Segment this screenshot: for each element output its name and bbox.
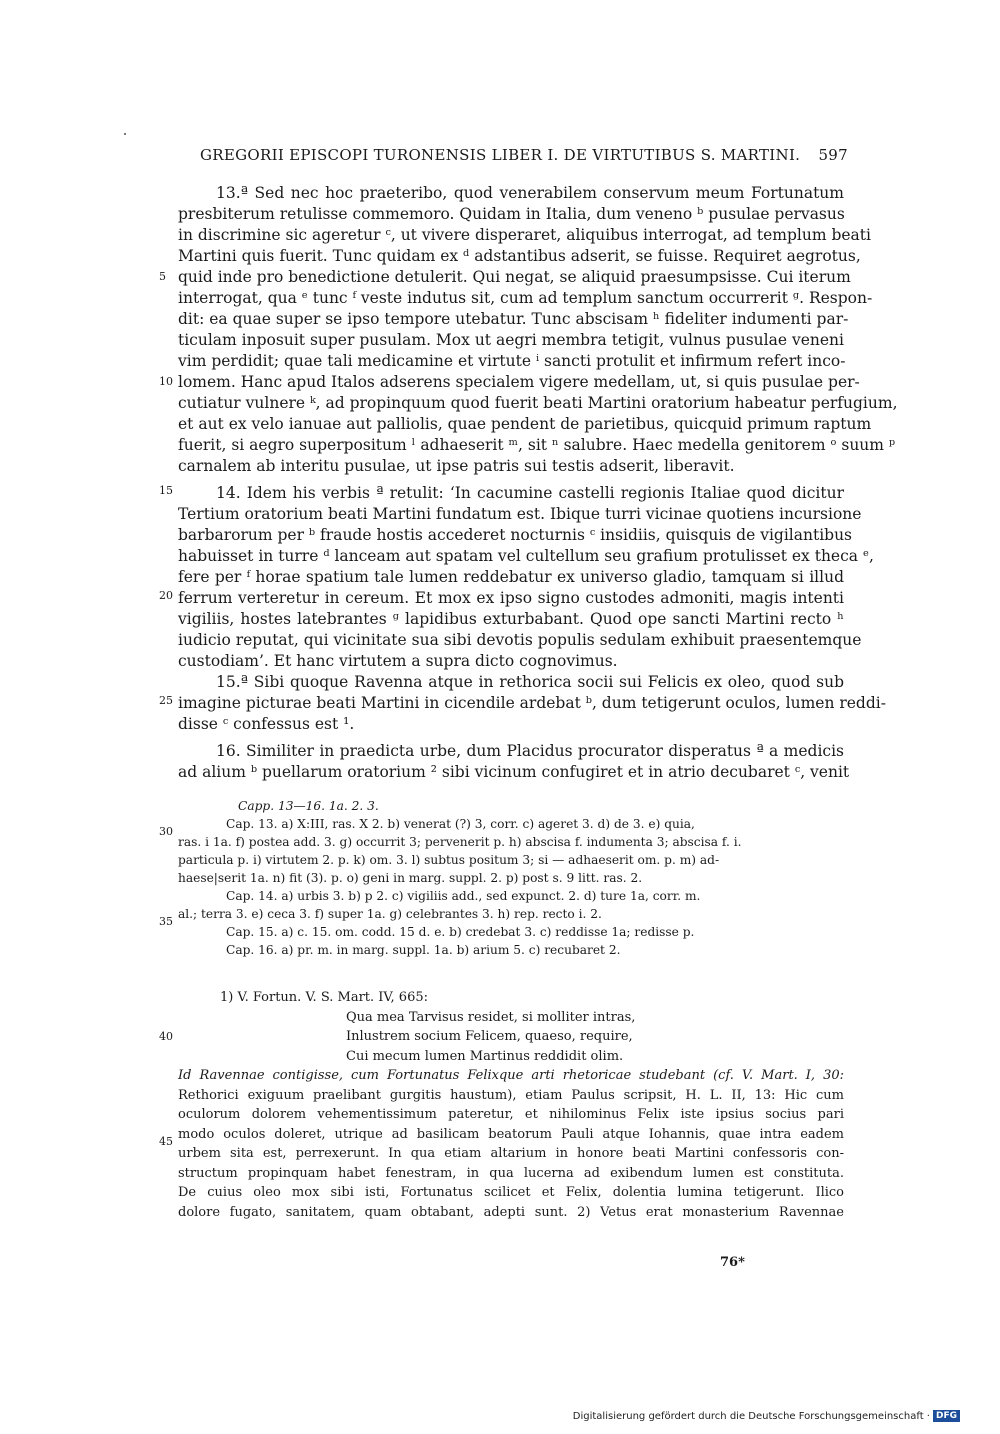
text-line: Martini quis fuerit. Tunc quidam ex ᵈ adstantibus adserit, se fuisse. Requiret aegrotus,: [178, 247, 861, 265]
text-line: 16. Similiter in praedicta urbe, dum Placidus procurator disperatus ª a medicis: [216, 742, 844, 760]
text-line: vigiliis, hostes latebrantes ᵍ lapidibus exturbabant. Quod ope sancti Martini recto ʰ: [178, 610, 844, 628]
text-line: lomem. Hanc apud Italos adserens specialem vigere medellam, ut, si quis pusulae per-: [178, 373, 860, 391]
line-number: 35: [159, 915, 173, 928]
text-line: ferrum verteretur in cereum. Et mox ex ipso signo custodes admoniti, magis intenti: [178, 589, 844, 607]
apparatus-line: al.; terra 3. e) ceca 3. f) super 1a. g) celebrantes 3. h) rep. recto i. 2.: [178, 907, 602, 921]
apparatus-line: ras. i 1a. f) postea add. 3. g) occurrit 3; pervenerit p. h) abscisa f. indumenta 3; abscisa f. i.: [178, 835, 742, 849]
text-line: cutiatur vulnere ᵏ, ad propinquum quod fuerit beati Martini oratorium habeatur perfugium,: [178, 394, 898, 412]
apparatus-line: Cap. 13. a) X:III, ras. X 2. b) venerat (?) 3, corr. c) ageret 3. d) de 3. e) quia,: [226, 817, 695, 831]
signature-mark: 76*: [720, 1255, 745, 1270]
text-line: disse ᶜ confessus est ¹.: [178, 715, 355, 733]
line-number: 30: [159, 825, 173, 838]
footnote-line: modo oculos doleret, utrique ad basilicam beatorum Pauli atque Iohannis, quae intra eadem: [178, 1126, 844, 1142]
main-text-ch16: [178, 741, 850, 783]
main-text-ch15: [178, 672, 886, 735]
verse-line: Inlustrem socium Felicem, quaeso, require,: [346, 1029, 633, 1044]
text-line: ticulam inposuit super pusulam. Mox ut aegri membra tetigit, vulnus pusulae veneni: [178, 331, 844, 349]
footnotes: [178, 988, 844, 1222]
text-line: barbarorum per ᵇ fraude hostis accederet nocturnis ᶜ insidiis, quisquis de vigilantibus: [178, 526, 853, 544]
page-number: 597: [818, 146, 848, 164]
text-line: quid inde pro benedictione detulerit. Qui negat, se aliquid praesumpsisse. Cui iterum: [178, 268, 851, 286]
scan-mark: [124, 133, 126, 135]
digitization-footer: [573, 1410, 960, 1422]
text-line: imagine picturae beati Martini in cicendile ardebat ᵇ, dum tetigerunt oculos, lumen reddi-: [178, 694, 886, 712]
text-line: fere per ᶠ horae spatium tale lumen reddebatur ex universo gladio, tamquam si illud: [178, 568, 844, 586]
line-number: 25: [159, 694, 173, 707]
text-line: dit: ea quae super se ipso tempore utebatur. Tunc abscisam ʰ fideliter indumenti par-: [178, 310, 849, 328]
apparatus-line: particula p. i) virtutem 2. p. k) om. 3. l) subtus positum 3; si — adhaeserit om. p. m) ad-: [178, 853, 720, 867]
critical-apparatus: [178, 797, 844, 959]
text-line: Tertium oratorium beati Martini fundatum est. Ibique turri vicinae quotiens incursione: [178, 505, 862, 523]
dfg-logo: DFG: [933, 1410, 960, 1422]
text-line: iudicio reputat, qui vicinitate sua sibi devotis populis sedulam exhibuit praesentemque: [178, 631, 862, 649]
footnote-line: Id Ravennae contigisse, cum Fortunatus Felixque arti rhetoricae studebant (cf. V. Mart. I, 30:: [178, 1068, 844, 1083]
apparatus-line: Cap. 15. a) c. 15. om. codd. 15 d. e. b) credebat 3. c) reddisse 1a; redisse p.: [226, 925, 695, 939]
footnote-line: 1) V. Fortun. V. S. Mart. IV, 665:: [220, 990, 428, 1005]
text-line: et aut ex velo ianuae aut palliolis, quae pendent de parietibus, quicquid primum raptum: [178, 415, 872, 433]
verse-line: Cui mecum lumen Martinus reddidit olim.: [346, 1048, 624, 1064]
footnote-line: dolore fugato, sanitatem, quam obtabant, adepti sunt. 2) Vetus erat monasterium Ravennae: [178, 1204, 844, 1220]
footnote-line: urbem sita est, perrexerunt. In qua etiam altarium in honore beati Martini confessoris con-: [178, 1146, 844, 1161]
line-number: 10: [159, 375, 173, 388]
footnote-line: structum propinquam habet fenestram, in qua lucerna ad exibendum lumen est constituta.: [178, 1165, 844, 1181]
text-line: fuerit, si aegro superpositum ˡ adhaeserit ᵐ, sit ⁿ salubre. Haec medella genitorem ᵒ suum ᵖ: [178, 436, 896, 454]
line-number: 20: [159, 589, 173, 602]
main-text: [178, 183, 898, 477]
main-text-ch14: [178, 483, 874, 672]
text-line: 14. Idem his verbis ª retulit: ‘In cacumine castelli regionis Italiae quod dicitur: [216, 484, 844, 502]
line-number: 15: [159, 484, 173, 497]
running-header: [200, 146, 848, 164]
line-number: 45: [159, 1135, 173, 1148]
text-line: presbiterum retulisse commemoro. Quidam in Italia, dum veneno ᵇ pusulae pervasus: [178, 205, 845, 223]
line-number: 40: [159, 1030, 173, 1043]
line-number: 5: [159, 270, 166, 283]
footnote-line: Rethorici exiguum praelibant gurgitis haustum), etiam Paulus scripsit, H. L. II, 13: Hic cum: [178, 1087, 844, 1103]
footer-text: Digitalisierung gefördert durch die Deutsche Forschungsgemeinschaft ·: [572, 1410, 930, 1422]
text-line: habuisset in turre ᵈ lanceam aut spatam vel cultellum seu grafium protulisset ex theca ᵉ,: [178, 547, 874, 565]
apparatus-line: Cap. 16. a) pr. m. in marg. suppl. 1a. b) arium 5. c) recubaret 2.: [226, 943, 621, 957]
text-line: interrogat, qua ᵉ tunc ᶠ veste indutus sit, cum ad templum sanctum occurrerit ᵍ. Respon-: [178, 289, 873, 307]
running-title: GREGORII EPISCOPI TURONENSIS LIBER I. DE VIRTUTIBUS S. MARTINI.: [200, 146, 801, 164]
text-line: in discrimine sic ageretur ᶜ, ut vivere disperaret, aliquibus interrogat, ad templum beati: [178, 226, 871, 244]
text-line: carnalem ab interitu pusulae, ut ipse patris sui testis adserit, liberavit.: [178, 457, 735, 475]
verse-line: Qua mea Tarvisus residet, si molliter intras,: [346, 1009, 636, 1025]
footnote-line: oculorum dolorem vehementissimum pateretur, et nihilominus Felix iste ipsius socius pari: [178, 1107, 844, 1122]
footnote-line: De cuius oleo mox sibi isti, Fortunatus scilicet et Felix, dolentia lumina tetigerunt. Ilico: [178, 1185, 844, 1200]
text-line: custodiam’. Et hanc virtutem a supra dicto cognovimus.: [178, 652, 618, 670]
apparatus-line: haese|serit 1a. n) fit (3). p. o) geni in marg. suppl. 2. p) post s. 9 litt. ras. 2.: [178, 871, 643, 885]
text-line: 13.ª Sed nec hoc praeteribo, quod venerabilem conservum meum Fortunatum: [216, 184, 844, 202]
text-line: ad alium ᵇ puellarum oratorium ² sibi vicinum confugiret et in atrio decubaret ᶜ, venit: [178, 763, 850, 781]
apparatus-heading: Capp. 13—16. 1a. 2. 3.: [238, 799, 379, 813]
apparatus-line: Cap. 14. a) urbis 3. b) p 2. c) vigiliis add., sed expunct. 2. d) ture 1a, corr. m.: [226, 889, 701, 903]
text-line: 15.ª Sibi quoque Ravenna atque in rethorica socii sui Felicis ex oleo, quod sub: [216, 673, 844, 691]
text-line: vim perdidit; quae tali medicamine et virtute ⁱ sancti protulit et infirmum refert inco-: [178, 352, 846, 370]
